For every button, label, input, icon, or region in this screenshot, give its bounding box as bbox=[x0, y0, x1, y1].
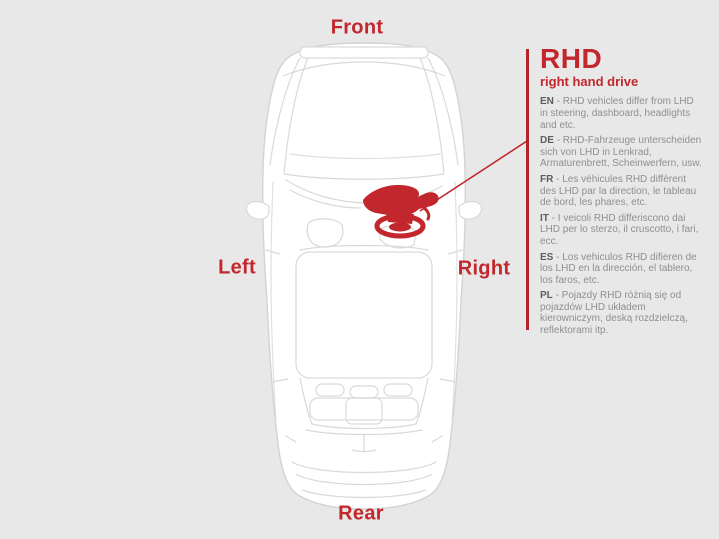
language-code: PL bbox=[540, 290, 553, 302]
language-entry bbox=[540, 96, 704, 131]
panel-divider bbox=[526, 49, 529, 330]
language-code: EN bbox=[540, 96, 554, 108]
language-code: DE bbox=[540, 135, 554, 147]
language-code: FR bbox=[540, 173, 554, 185]
label-left: Left bbox=[218, 256, 256, 279]
language-entry bbox=[540, 174, 704, 209]
language-text: - Los vehiculos RHD difieren de los LHD en la dirección, el tablero, los faros, etc. bbox=[540, 251, 697, 286]
language-text: - Pojazdy RHD różnią się od pojazdów LHD układem kierowniczym, deską rozdzielczą, reflektorami itp. bbox=[540, 290, 688, 337]
language-text: - RHD-Fahrzeuge unterscheiden sich von LHD in Lenkrad, Armaturenbrett, Scheinwerfern, usw. bbox=[540, 135, 702, 170]
language-code: ES bbox=[540, 251, 554, 263]
language-entry bbox=[540, 252, 704, 287]
language-text: - I veicoli RHD differiscono dai LHD per lo sterzo, il cruscotto, i fari, ecc. bbox=[540, 212, 699, 247]
label-front: Front bbox=[330, 16, 384, 39]
language-text: - RHD vehicles differ from LHD in steering, dashboard, headlights and etc. bbox=[540, 96, 694, 131]
language-code: IT bbox=[540, 212, 549, 224]
label-right: Right bbox=[457, 257, 511, 280]
language-text: - Les véhicules RHD diffèrent des LHD par la direction, le tableau de bord, les phares, etc. bbox=[540, 173, 697, 209]
language-entry bbox=[540, 213, 704, 248]
panel-title: RHD bbox=[540, 43, 603, 74]
panel-subtitle: right hand drive bbox=[540, 74, 639, 90]
language-entry bbox=[540, 290, 704, 336]
language-entry bbox=[540, 135, 704, 170]
label-rear: Rear bbox=[338, 502, 384, 525]
language-entries bbox=[540, 96, 704, 336]
